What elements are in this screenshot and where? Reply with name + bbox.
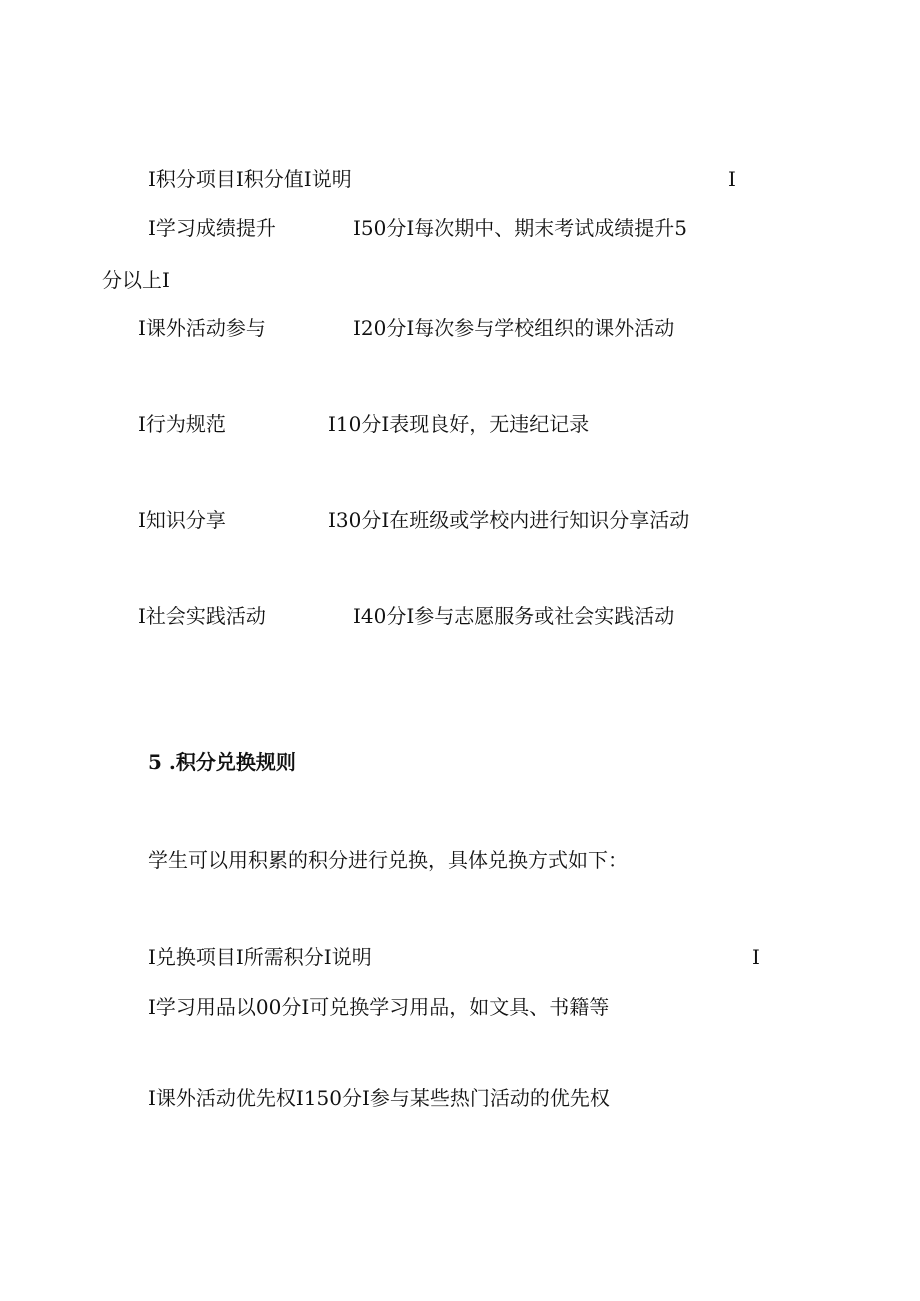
exchange-row: I课外活动优先权I150分I参与某些热门活动的优先权 (148, 1086, 610, 1110)
points-row-value-desc: I30分I在班级或学校内进行知识分享活动 (328, 508, 690, 532)
points-row-value-desc: I50分I每次期中、期末考试成绩提升5 (353, 216, 687, 240)
exchange-table-header: I兑换项目I所需积分I说明 (148, 945, 372, 969)
points-row-item: I行为规范 (138, 412, 226, 436)
section-intro-paragraph: 学生可以用积累的积分进行兑换，具体兑换方式如下： (148, 848, 628, 872)
points-row-value-desc: I40分I参与志愿服务或社会实践活动 (353, 604, 675, 628)
points-row-value-desc: I20分I每次参与学校组织的课外活动 (353, 316, 675, 340)
exchange-row: I学习用品以00分I可兑换学习用品，如文具、书籍等 (148, 995, 610, 1019)
points-row-item: I社会实践活动 (138, 604, 266, 628)
exchange-table-header-end-bar: I (752, 945, 760, 969)
points-table-header-end-bar: I (728, 167, 736, 191)
points-row-wrap: 分以上I (102, 268, 170, 292)
points-row-value-desc: I10分I表现良好，无违纪记录 (328, 412, 590, 436)
points-row-item: I课外活动参与 (138, 316, 266, 340)
section-heading: 5 .积分兑换规则 (148, 750, 296, 774)
points-row-item: I知识分享 (138, 508, 226, 532)
points-row-item: I学习成绩提升 (148, 216, 276, 240)
points-table-header: I积分项目I积分值I说明 (148, 167, 352, 191)
